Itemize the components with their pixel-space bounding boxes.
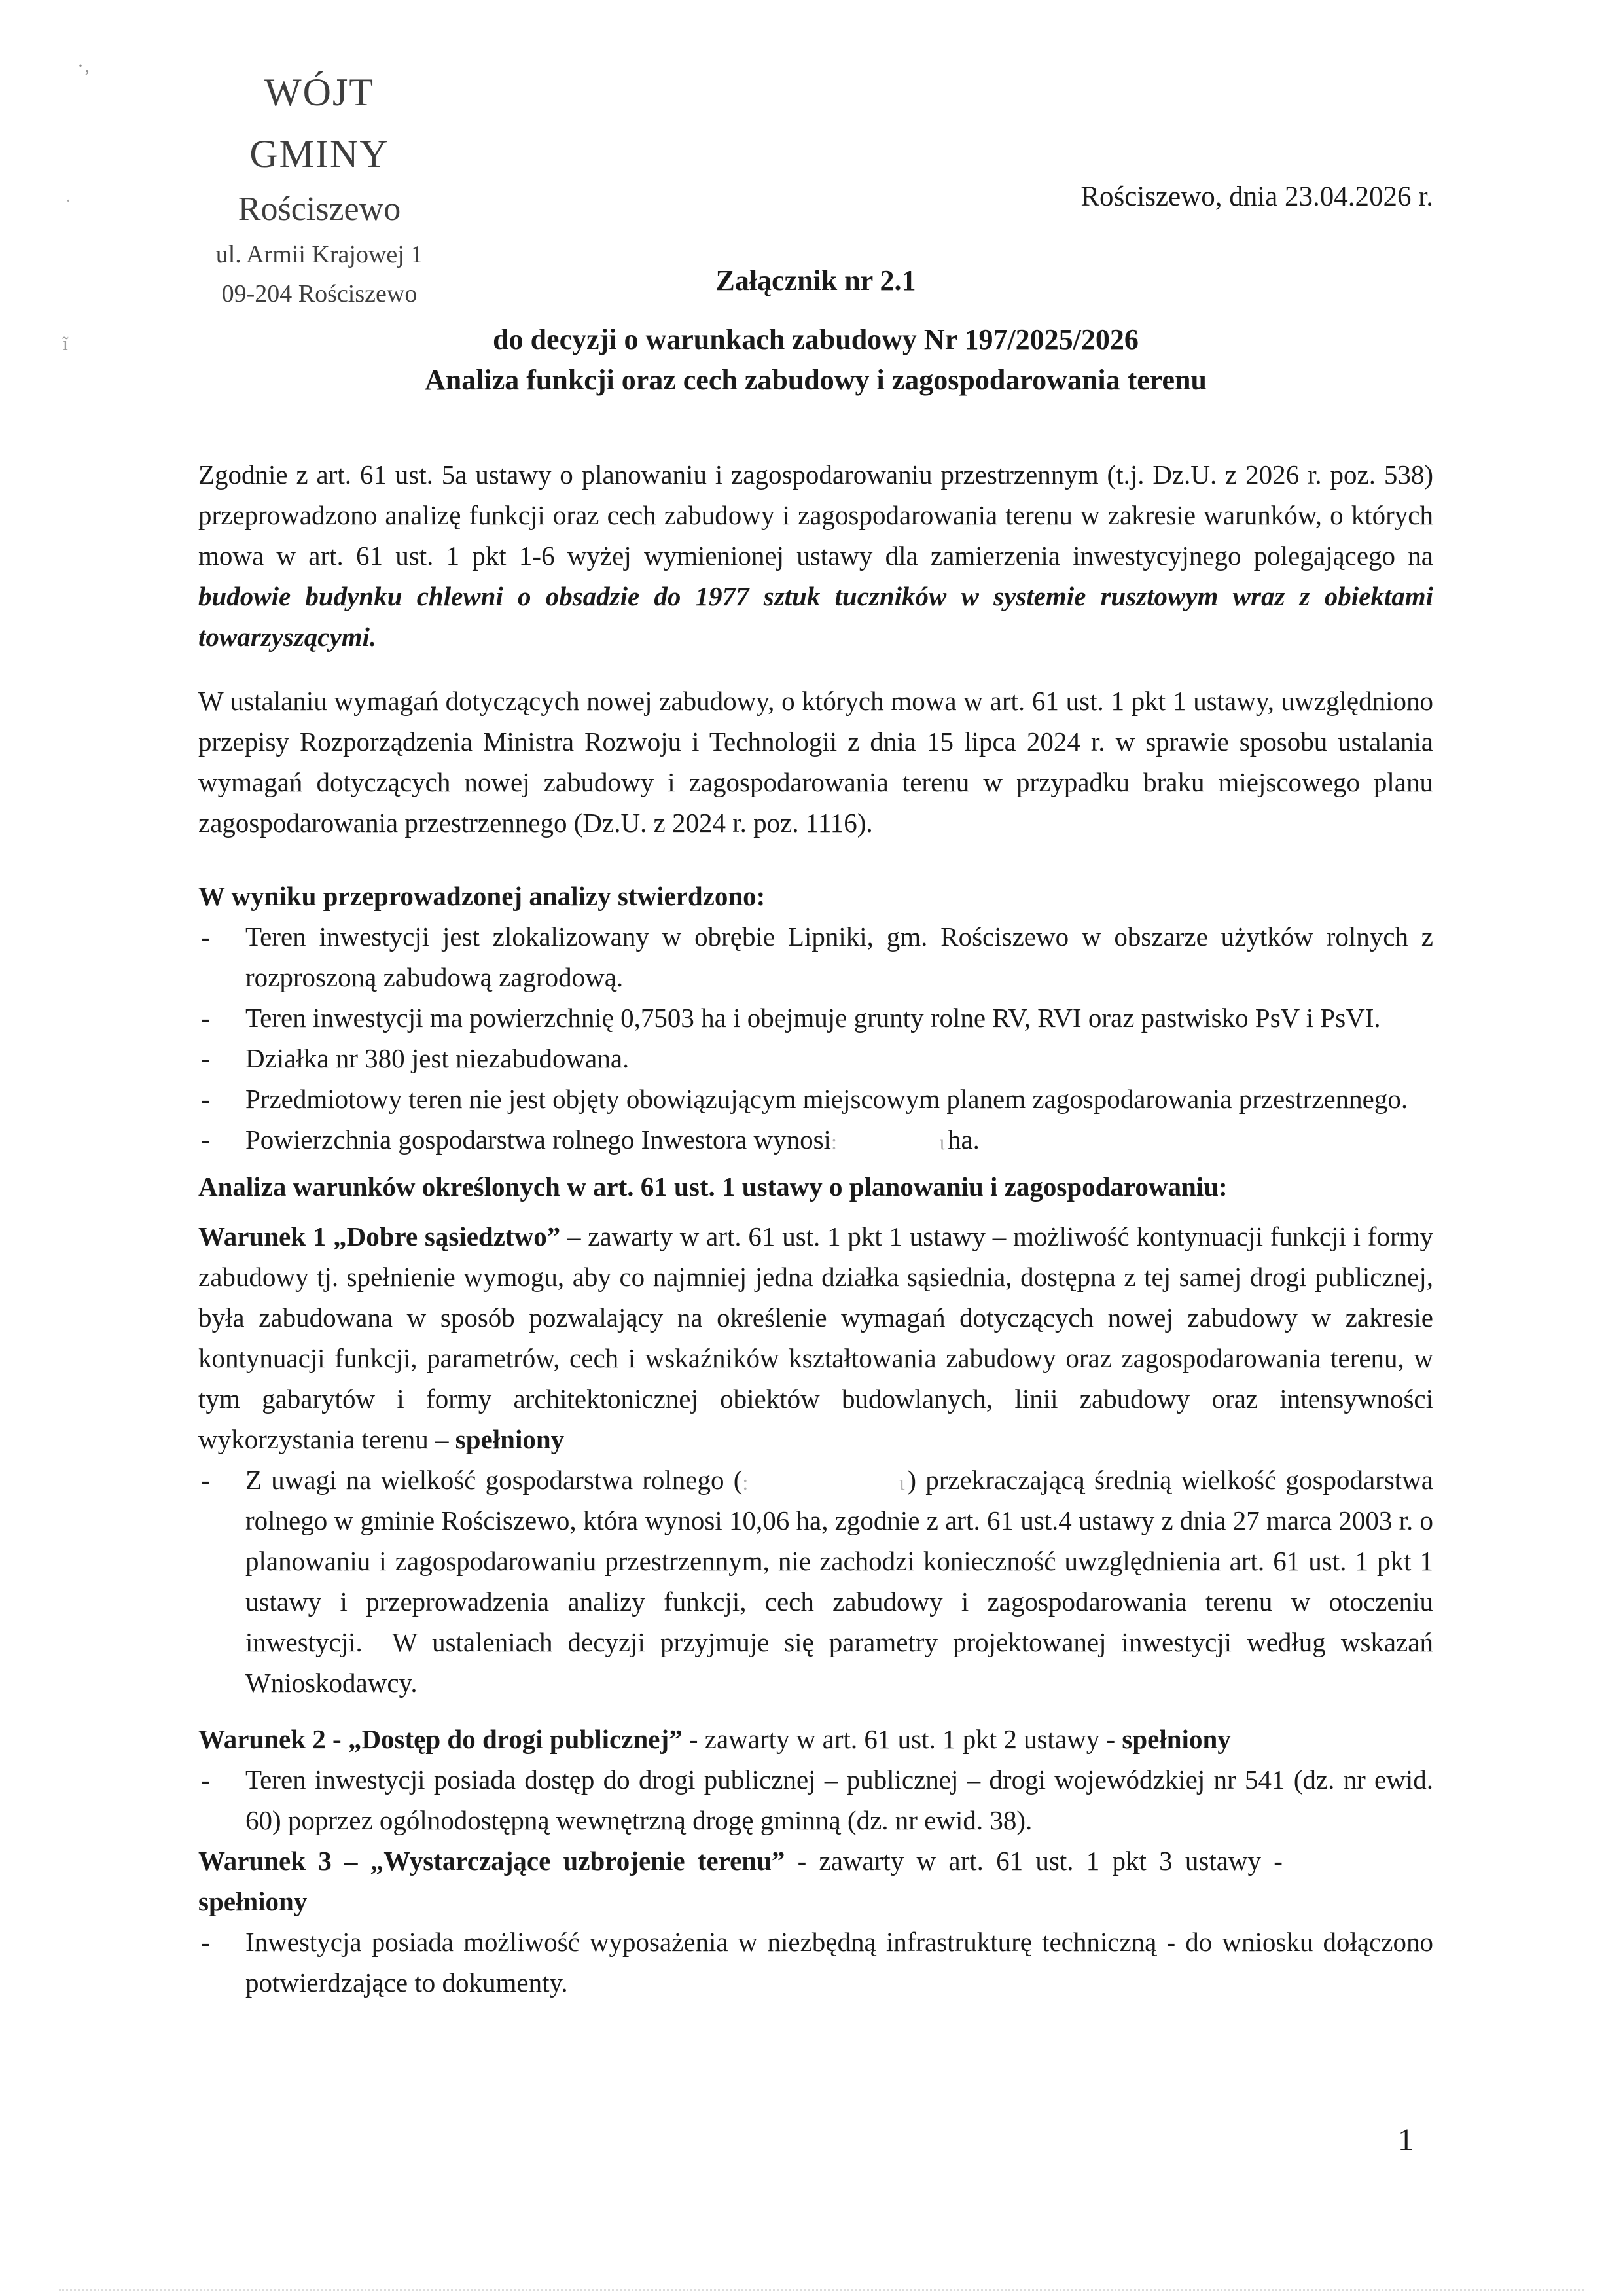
scan-artifact: ĩ <box>63 334 68 354</box>
condition-2-note <box>198 1759 1433 1840</box>
bullet-marker: - <box>201 1043 210 1073</box>
list-item <box>198 1119 1433 1160</box>
bullet-marker: - <box>201 922 210 952</box>
bullet-marker: - <box>201 1465 210 1495</box>
analysis-title: Analiza funkcji oraz cech zabudowy i zagospodarowania terenu <box>425 364 1207 396</box>
bullet-marker: - <box>201 1003 210 1033</box>
stamp-street: ul. Armii Krajowej 1 <box>215 241 423 268</box>
attachment-number-title: Załącznik nr 2.1 <box>715 264 916 296</box>
condition-1-note <box>198 1460 1433 1703</box>
legal-basis-paragraph <box>198 454 1433 657</box>
condition-2-text: - zawarty w art. 61 ust. 1 pkt 2 ustawy - <box>682 1724 1122 1754</box>
redaction-artifact: : <box>742 1471 749 1494</box>
finding-no-plan: Przedmiotowy teren nie jest objęty obowiązującym miejscowym planem zagospodarowania przestrzennego. <box>245 1084 1408 1114</box>
redaction-artifact: : <box>830 1130 837 1154</box>
legal-basis-text: Zgodnie z art. 61 ust. 5a ustawy o planowaniu i zagospodarowaniu przestrzennym (t.j. Dz.U. z 2026 r. poz. 538) przeprowadzono analizę funkcji oraz cech zabudowy i zagospodarowania terenu w zakresie warunków, o których mowa w art. 61 ust. 1 pkt 1-6 wyżej wymienionej ustawy dla zamierzenia inwestycyjnego polegającego na <box>198 459 1433 571</box>
list-item <box>198 1038 1433 1079</box>
regulation-paragraph: W ustalaniu wymagań dotyczących nowej zabudowy, o których mowa w art. 61 ust. 1 pkt 1 ustawy, uwzględniono przepisy Rozporządzenia Ministra Rozwoju i Technologii z dnia 15 lipca 2024 r. w sprawie sposobu ustalania wymagań dotyczących nowej zabudowy i zagospodarowania terenu w przypadku braku miejscowego planu zagospodarowania przestrzennego (Dz.U. z 2024 r. poz. 1116). <box>198 686 1433 838</box>
condition-1-status: spełniony <box>455 1424 565 1454</box>
stamp-municipality: Rościszewo <box>238 190 401 228</box>
condition-1-paragraph <box>198 1216 1433 1460</box>
bullet-marker: - <box>201 1765 210 1795</box>
condition-1-note-pre: Z uwagi na wielkość gospodarstwa rolnego ( <box>245 1465 743 1495</box>
stamp-postal-city: 09-204 Rościszewo <box>221 280 418 308</box>
page-number: 1 <box>1398 2123 1414 2157</box>
condition-2-heading <box>198 1719 1433 1759</box>
scan-artifact: · <box>65 191 71 210</box>
findings-list <box>198 916 1433 1160</box>
findings-heading: W wyniku przeprowadzonej analizy stwierdzono: <box>198 881 766 911</box>
redaction-artifact: ι <box>899 1471 905 1494</box>
finding-plot: Działka nr 380 jest niezabudowana. <box>245 1043 630 1073</box>
condition-1-title: Warunek 1 „Dobre sąsiedztwo” <box>198 1221 561 1251</box>
redaction-artifact: ι <box>939 1130 945 1154</box>
finding-area: Teren inwestycji ma powierzchnię 0,7503 ha i obejmuje grunty rolne RV, RVI oraz pastwisko PsV i PsVI. <box>245 1003 1381 1033</box>
condition-3-title: Warunek 3 – „Wystarczające uzbrojenie terenu” <box>198 1846 785 1876</box>
title-block <box>198 260 1433 401</box>
bullet-marker: - <box>201 1927 210 1957</box>
condition-3-note-text: Inwestycja posiada możliwość wyposażenia w niezbędną infrastrukturę techniczną - do wniosku dołączono potwierdzające to dokumenty. <box>245 1927 1433 1998</box>
list-item <box>198 997 1433 1038</box>
redacted-value <box>830 1122 948 1154</box>
condition-3-note <box>198 1922 1433 2003</box>
condition-1-note-post: ) przekraczającą średnią wielkość gospodarstwa rolnego w gminie Rościszewo, która wynosi 10,06 ha, zgodnie z art. 61 ust.4 ustawy z dnia 27 marca 2003 r. o planowaniu i zagospodarowaniu przestrzennym, nie zachodzi konieczność uwzględnienia art. 61 ust. 1 pkt 1 ustawy i przeprowadzenia analizy funkcji, cech zabudowy i zagospodarowania terenu w otoczeniu inwestycji. W ustaleniach decyzji przyjmuje się parametry projektowanej inwestycji według wskazań Wnioskodawcy. <box>245 1465 1434 1698</box>
condition-3-heading <box>198 1840 1433 1922</box>
bullet-marker: - <box>201 1124 210 1155</box>
conditions-analysis-heading: Analiza warunków określonych w art. 61 ust. 1 ustawy o planowaniu i zagospodarowaniu: <box>198 1172 1228 1202</box>
place-and-date: Rościszewo, dnia 23.04.2026 r. <box>1080 181 1433 212</box>
decision-reference-title: do decyzji o warunkach zabudowy Nr 197/2025/2026 <box>493 323 1139 355</box>
condition-2-title: Warunek 2 - „Dostęp do drogi publicznej” <box>198 1724 683 1754</box>
investment-description: budowie budynku chlewni o obsadzie do 1977 sztuk tuczników w systemie rusztowym wraz z obiektami towarzyszącymi. <box>198 581 1433 652</box>
scan-edge-artifact <box>59 2289 1584 2291</box>
list-item <box>198 1079 1433 1119</box>
condition-3-status: spełniony <box>198 1886 308 1916</box>
finding-farm-area-pre: Powierzchnia gospodarstwa rolnego Inwestora wynosi <box>245 1124 831 1155</box>
list-item <box>198 916 1433 997</box>
condition-1-text: – zawarty w art. 61 ust. 1 pkt 1 ustawy – możliwość kontynuacji funkcji i formy zabudowy tj. spełnienie wymogu, aby co najmniej jedna działka sąsiednia, dostępna z tej samej drogi publicznej, była zabudowana w sposób pozwalający na określenie wymagań dotyczących nowej zabudowy w zakresie kontynuacji funkcji, parametrów, cech i wskaźników kształtowania zabudowy oraz zagospodarowania terenu, w tym gabarytów i formy architektonicznej obiektów budowlanych, linii zabudowy oraz intensywności wykorzystania terenu – <box>198 1221 1433 1454</box>
document-body <box>198 260 1433 2003</box>
finding-location: Teren inwestycji jest zlokalizowany w obrębie Lipniki, gm. Rościszewo w obszarze użytków rolnych z rozproszoną zabudową zagrodową. <box>245 922 1433 992</box>
condition-2-status: spełniony <box>1122 1724 1231 1754</box>
condition-2-note-text: Teren inwestycji posiada dostęp do drogi publicznej – publicznej – drogi wojewódzkiej nr 541 (dz. nr ewid. 60) poprzez ogólnodostępną wewnętrzną drogę gminną (dz. nr ewid. 38). <box>245 1765 1433 1835</box>
redacted-value <box>742 1463 907 1494</box>
scan-artifact: ·‚ <box>77 55 90 77</box>
stamp-office-name: WÓJT GMINY <box>249 71 389 175</box>
condition-3-text: - zawarty w art. 61 ust. 1 pkt 3 ustawy - <box>785 1846 1283 1876</box>
finding-farm-area-post: ha. <box>947 1124 980 1155</box>
bullet-marker: - <box>201 1084 210 1114</box>
